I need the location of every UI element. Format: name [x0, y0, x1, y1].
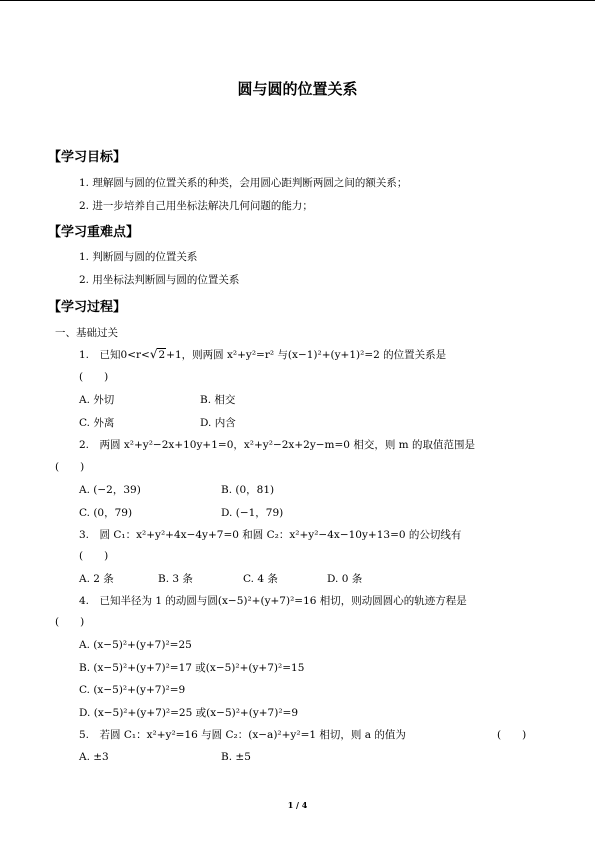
option-a: A. 2 条 [79, 573, 114, 585]
option-b: B. 3 条 [158, 573, 193, 585]
option-c: C. 外离 [79, 417, 115, 429]
goal-item: 2. 进一步培养自己用坐标法解决几何问题的能力； [79, 200, 313, 212]
option-c: C. (0，79) [79, 507, 133, 519]
question-1 [79, 347, 446, 362]
option-a: A. (−2，39) [79, 484, 141, 496]
option-a: A. (x−5)²+(y+7)²=25 [79, 639, 192, 651]
goals-heading: 【学习目标】 [48, 150, 127, 165]
question-4: 4. 已知半径为 1 的动圆与圆(x−5)²+(y+7)²=16 相切，则动圆圆心的轨迹方程是 [79, 595, 467, 607]
page-top-border [0, 0, 595, 1]
option-b: B. (x−5)²+(y+7)²=17 或(x−5)²+(y+7)²=15 [79, 662, 305, 674]
option-d: D. (−1，79) [221, 507, 284, 519]
key-heading: 【学习重难点】 [48, 225, 140, 240]
option-c: C. (x−5)²+(y+7)²=9 [79, 684, 186, 696]
answer-paren: ( ) [79, 550, 109, 562]
question-5: 5. 若圆 C₁：x²+y²=16 与圆 C₂：(x−a)²+y²=1 相切，则 a 的值为 [79, 729, 406, 741]
option-d: D. (x−5)²+(y+7)²=25 或(x−5)²+(y+7)²=9 [79, 707, 299, 719]
part-heading: 一、基础过关 [55, 327, 118, 339]
sqrt-symbol: √2 [149, 347, 166, 361]
key-item: 2. 用坐标法判断圆与圆的位置关系 [79, 274, 240, 286]
q1-post: +1，则两圆 x²+y²=r² 与(x−1)²+(y+1)²=2 的位置关系是 [166, 349, 447, 361]
key-item: 1. 判断圆与圆的位置关系 [79, 251, 198, 263]
q1-pre: 1. 已知0<r< [79, 349, 150, 361]
option-b: B. 相交 [200, 394, 236, 406]
process-heading: 【学习过程】 [48, 300, 127, 315]
sqrt-arg: 2 [158, 349, 166, 361]
page-number: 1 / 4 [287, 800, 308, 810]
option-c: C. 4 条 [243, 573, 278, 585]
answer-paren: ( ) [497, 729, 527, 741]
option-b: B. (0，81) [221, 484, 275, 496]
answer-paren: ( ) [55, 461, 85, 473]
option-d: D. 内含 [200, 417, 236, 429]
answer-paren: ( ) [79, 371, 109, 383]
question-3: 3. 圆 C₁：x²+y²+4x−4y+7=0 和圆 C₂：x²+y²−4x−10y+13=0 的公切线有 [79, 529, 462, 541]
option-d: D. 0 条 [327, 573, 363, 585]
option-a: A. 外切 [79, 394, 115, 406]
answer-paren: ( ) [55, 616, 85, 628]
goal-item: 1. 理解圆与圆的位置关系的种类，会用圆心距判断两圆之间的额关系； [79, 177, 408, 189]
option-b: B. ±5 [221, 751, 251, 763]
option-a: A. ±3 [79, 751, 109, 763]
page-title: 圆与圆的位置关系 [237, 80, 358, 98]
question-2: 2. 两圆 x²+y²−2x+10y+1=0，x²+y²−2x+2y−m=0 相交，则 m 的取值范围是 [79, 439, 475, 451]
